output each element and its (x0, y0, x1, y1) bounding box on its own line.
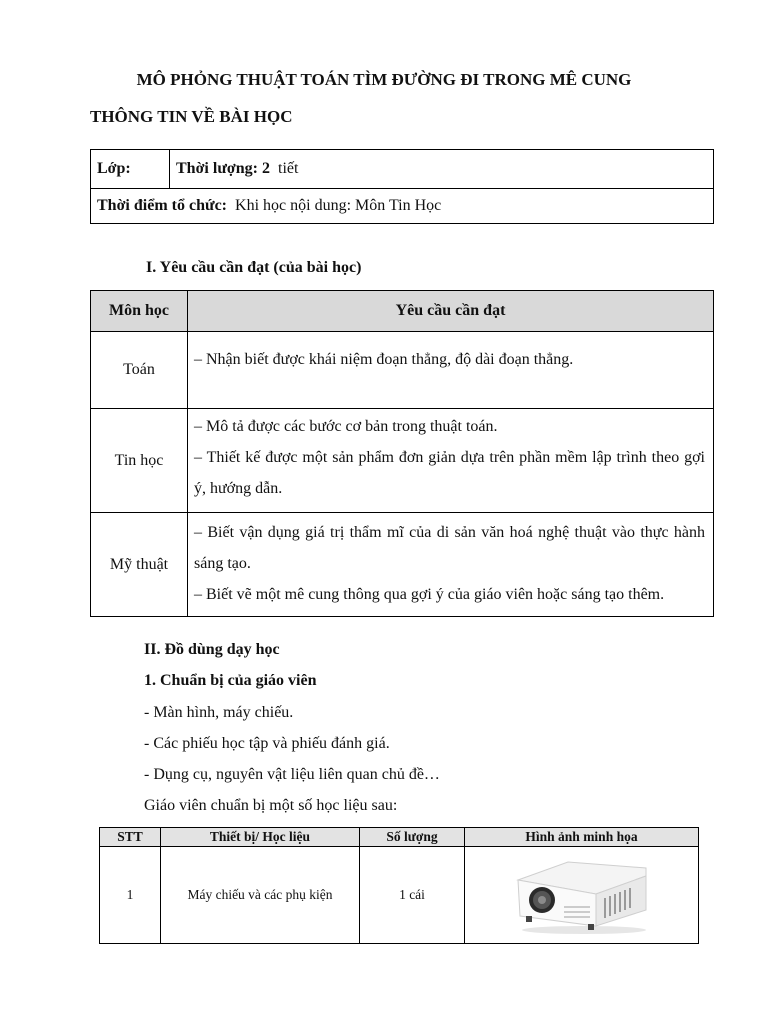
image-cell (465, 847, 699, 944)
section-1-heading: I. Yêu cầu cần đạt (của bài học) (146, 259, 362, 276)
table-row (91, 409, 714, 513)
table-row (91, 513, 714, 617)
time-value: Khi học nội dung: Môn Tin Học (235, 197, 442, 214)
class-cell (91, 150, 170, 189)
requirements-table (90, 290, 714, 617)
subject-cell: Tin học (91, 409, 188, 513)
equipment-table (99, 827, 699, 944)
requirement-line: – Thiết kế được một sản phẩm đơn giản dựa trên phần mềm lập trình theo gợi ý, hướng dẫn. (194, 449, 705, 497)
duration-cell (170, 150, 714, 189)
section-2-heading: II. Đồ dùng dạy học (144, 641, 280, 658)
col-requirement-header: Yêu cầu cần đạt (188, 291, 714, 332)
class-label: Lớp: (97, 160, 131, 177)
requirement-cell (188, 332, 714, 409)
time-cell (91, 189, 714, 224)
qty-cell: 1 cái (360, 847, 465, 944)
requirement-line: – Biết vẽ một mê cung thông qua gợi ý của giáo viên hoặc sáng tạo thêm. (194, 586, 665, 603)
col-image-header: Hình ảnh minh họa (465, 828, 699, 847)
duration-unit: tiết (278, 160, 299, 177)
requirement-line: – Nhận biết được khái niệm đoạn thẳng, độ dài đoạn thẳng. (194, 351, 574, 368)
requirement-line: – Mô tả được các bước cơ bản trong thuật toán. (194, 418, 498, 435)
col-stt-header: STT (100, 828, 161, 847)
col-subject-header: Môn học (91, 291, 188, 332)
teacher-prep-heading: 1. Chuẩn bị của giáo viên (144, 672, 317, 689)
requirement-cell (188, 409, 714, 513)
col-item-header: Thiết bị/ Học liệu (161, 828, 360, 847)
requirement-cell (188, 513, 714, 617)
subject-cell: Mỹ thuật (91, 513, 188, 617)
lesson-info-table (90, 149, 714, 224)
subject-cell: Toán (91, 332, 188, 409)
list-item: - Màn hình, máy chiếu. (144, 704, 294, 721)
lesson-info-heading: THÔNG TIN VỀ BÀI HỌC (90, 107, 293, 126)
document-title: MÔ PHỎNG THUẬT TOÁN TÌM ĐƯỜNG ĐI TRONG MÊ CUNG (136, 70, 632, 89)
col-qty-header: Số lượng (360, 828, 465, 847)
table-row (100, 847, 699, 944)
duration-label: Thời lượng: 2 (176, 160, 271, 177)
requirement-line: – Biết vận dụng giá trị thẩm mĩ của di sản văn hoá nghệ thuật vào thực hành sáng tạo. (194, 524, 705, 572)
projector-image (512, 854, 652, 936)
time-label: Thời điểm tổ chức: (97, 197, 228, 214)
table-row (91, 332, 714, 409)
list-item: - Dụng cụ, nguyên vật liệu liên quan chủ đề… (144, 766, 440, 783)
item-cell: Máy chiếu và các phụ kiện (161, 847, 360, 944)
stt-cell: 1 (100, 847, 161, 944)
list-item: - Các phiếu học tập và phiếu đánh giá. (144, 735, 390, 752)
materials-intro: Giáo viên chuẩn bị một số học liệu sau: (144, 797, 398, 814)
